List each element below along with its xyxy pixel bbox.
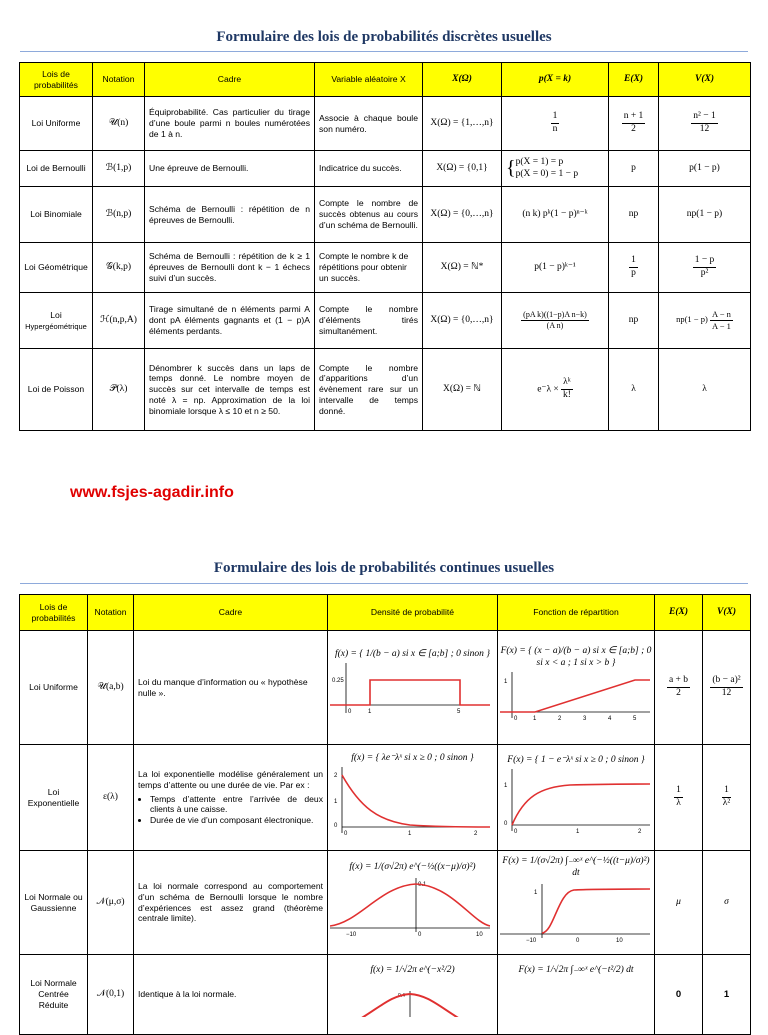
table-row: [20, 187, 751, 243]
table-row: [20, 955, 751, 1035]
law-notation: 𝒰(a,b): [88, 631, 134, 745]
density-plot: [330, 765, 490, 839]
law-name: Loi Normale ou Gaussienne: [20, 851, 88, 955]
law-notation: ℬ(n,p): [93, 187, 145, 243]
law-omega: X(Ω) = {0,…,n}: [423, 293, 502, 349]
law-notation: 𝒫(λ): [93, 349, 145, 431]
law-cadre: Une épreuve de Bernoulli.: [145, 151, 315, 187]
ex-denominator: p: [631, 268, 636, 278]
cdf-plot: [500, 767, 650, 837]
law-ex: [609, 97, 659, 151]
ex-numerator: a + b: [667, 675, 690, 688]
table-row: [20, 851, 751, 955]
density-cell: [328, 745, 498, 851]
header-lois: Lois de probabilités: [20, 63, 93, 97]
header-notation: Notation: [93, 63, 145, 97]
law-ex: [609, 243, 659, 293]
continuous-table: [19, 594, 751, 1035]
law-name: Loi Exponentielle: [20, 745, 88, 851]
vx-denominator: 12: [721, 688, 732, 698]
cdf-formula: F(x) = 1/(σ√2π) ∫₋∞ˣ e^(−½((t−μ)/σ)²) dt: [502, 856, 650, 879]
law-name-sub: Hypergéométrique: [25, 321, 87, 331]
cadre-list: [138, 794, 323, 826]
law-ex: np: [609, 187, 659, 243]
density-y-tick: 1: [334, 799, 338, 806]
law-vx: λ: [659, 349, 751, 431]
cdf-y-tick: 1: [504, 679, 508, 685]
ex-denominator: 2: [676, 688, 681, 698]
cdf-x-tick: 3: [583, 716, 587, 722]
cdf-curve: [512, 784, 650, 825]
law-variable: Compte le nombre d’éléments tirés simultanément.: [315, 293, 423, 349]
pk-line-2: p(X = 0) = 1 − p: [515, 168, 579, 179]
law-ex: [655, 631, 703, 745]
vx-numerator: n² − 1: [691, 111, 717, 124]
law-name: Loi de Poisson: [20, 349, 93, 431]
law-omega: X(Ω) = ℕ*: [423, 243, 502, 293]
table-row: [20, 745, 751, 851]
law-cadre: Schéma de Bernoulli : répétition de n épreuves de Bernoulli.: [145, 187, 315, 243]
law-variable: Indicatrice du succès.: [315, 151, 423, 187]
law-pk: { p(X = 1) = p p(X = 0) = 1 − p: [502, 151, 609, 187]
density-cell: [328, 631, 498, 745]
pk-numerator: λᵏ: [561, 377, 573, 390]
ex-numerator: n + 1: [622, 111, 646, 124]
title-rule: [20, 583, 748, 584]
cdf-x-tick: 10: [616, 938, 623, 944]
vx-denominator: λ²: [722, 798, 731, 808]
ex-denominator: λ: [676, 798, 681, 808]
cdf-y-tick: 0: [504, 821, 508, 828]
title-rule: [20, 51, 748, 52]
header-variable: Variable aléatoire X: [315, 63, 423, 97]
law-name: [20, 293, 93, 349]
density-y-tick: 2: [334, 773, 338, 780]
law-cadre: [134, 745, 328, 851]
cdf-x-tick: 0: [576, 938, 580, 944]
law-cadre: La loi normale correspond au comportement d’un schéma de Bernoulli lorsque le nombre d’expériences est assez grand (théorème centrale limite).: [134, 851, 328, 955]
cdf-curve: [500, 680, 650, 712]
pk-denominator: n: [552, 124, 558, 134]
pk-line-1: p(X = 1) = p: [515, 156, 564, 167]
table-row: [20, 151, 751, 187]
ex-numerator: 1: [629, 255, 638, 268]
header-vx: V(X): [703, 595, 751, 631]
law-name: Loi Binomiale: [20, 187, 93, 243]
law-notation: ε(λ): [88, 745, 134, 851]
cdf-cell: [498, 955, 655, 1035]
law-name: Loi de Bernoulli: [20, 151, 93, 187]
law-notation: 𝒰(n): [93, 97, 145, 151]
pk-numerator: 1: [551, 111, 560, 124]
vx-numerator: A − n: [711, 309, 731, 320]
list-item: • Temps d’attente entre l’arrivée de deux clients à une caisse.: [150, 794, 323, 815]
density-x-tick: 2: [474, 831, 478, 838]
law-ex: [655, 745, 703, 851]
density-y-tick: 0.1: [418, 882, 427, 889]
discrete-title: Formulaire des lois de probabilités discrètes usuelles: [216, 29, 552, 45]
density-y-tick: 0.25: [332, 678, 344, 685]
cdf-x-tick: 0: [514, 716, 518, 722]
cdf-y-tick: 1: [534, 890, 538, 896]
density-y-tick: 0.4: [398, 992, 405, 999]
density-x-tick: 10: [476, 932, 483, 939]
law-name: Loi Uniforme: [20, 97, 93, 151]
cdf-x-tick: 1: [576, 829, 580, 836]
law-notation: 𝒩(0,1): [88, 955, 134, 1035]
vx-prefix: np(1 − p): [676, 314, 708, 325]
density-plot: [330, 661, 490, 723]
law-pk: [502, 349, 609, 431]
cadre-text: La loi exponentielle modélise généralement un temps d’attente ou une durée de vie. Par ex :: [138, 769, 323, 790]
density-y-tick: 0: [334, 823, 338, 830]
cdf-x-tick: 1: [533, 716, 537, 722]
cdf-curve: [542, 889, 650, 933]
header-cdf: Fonction de répartition: [498, 595, 655, 631]
cdf-formula: F(x) = { (x − a)/(b − a) si x ∈ [a;b] ; 0 si x < a ; 1 si x > b }: [500, 646, 652, 669]
vx-numerator: (b − a)²: [710, 675, 742, 688]
law-name-main: Loi: [50, 309, 62, 320]
continuous-header-row: [20, 595, 751, 631]
law-ex: 0: [655, 955, 703, 1035]
header-ex: E(X): [609, 63, 659, 97]
law-cadre: Dénombrer k succès dans un laps de temps donné. Le nombre moyen de succès sur cet intervalle de temps est noté λ = np. Approximation de la loi binomiale lorsque λ ≤ 10 et n ≥ 50.: [145, 349, 315, 431]
law-notation: ℬ(1,p): [93, 151, 145, 187]
cdf-x-tick: −10: [526, 938, 537, 944]
law-ex: p: [609, 151, 659, 187]
vx-numerator: 1: [722, 785, 731, 798]
density-curve: [330, 884, 490, 926]
vx-denominator: A − 1: [711, 321, 731, 331]
density-plot: [330, 977, 490, 1017]
law-name: Loi Géométrique: [20, 243, 93, 293]
density-x-tick: 0: [418, 932, 422, 939]
law-variable: Compte le nombre de succès obtenus au cours d’un schéma de Bernoulli.: [315, 187, 423, 243]
density-curve: [330, 680, 490, 705]
header-ex: E(X): [655, 595, 703, 631]
pk-denominator: k!: [563, 390, 571, 400]
law-ex: λ: [609, 349, 659, 431]
cdf-x-tick: 2: [558, 716, 562, 722]
cdf-cell: [498, 631, 655, 745]
discrete-table: [19, 62, 751, 431]
discrete-header-row: [20, 63, 751, 97]
header-cadre: Cadre: [134, 595, 328, 631]
density-cell: [328, 955, 498, 1035]
law-vx: [659, 97, 751, 151]
law-variable: Compte le nombre k de répétitions pour obtenir un succès.: [315, 243, 423, 293]
law-notation: 𝒢(k,p): [93, 243, 145, 293]
vx-denominator: p²: [700, 268, 709, 278]
cdf-plot: [500, 880, 650, 946]
law-name: Loi Uniforme: [20, 631, 88, 745]
law-cadre: Tirage simultané de n éléments parmi A dont pA éléments gagnants et (1 − p)A éléments perdants.: [145, 293, 315, 349]
law-vx: np(1 − p): [659, 187, 751, 243]
header-omega: X(Ω): [423, 63, 502, 97]
density-formula: f(x) = { λe⁻λˣ si x ≥ 0 ; 0 sinon }: [351, 753, 474, 764]
law-pk: [502, 293, 609, 349]
cdf-plot: [500, 670, 650, 726]
cdf-cell: [498, 851, 655, 955]
law-variable: Associe à chaque boule son numéro.: [315, 97, 423, 151]
density-formula: f(x) = { 1/(b − a) si x ∈ [a;b] ; 0 sinon }: [334, 649, 491, 660]
law-vx: [703, 631, 751, 745]
cdf-y-tick: 1: [504, 783, 508, 790]
law-pk: [502, 97, 609, 151]
law-notation: ℋ(n,p,A): [93, 293, 145, 349]
law-ex: np: [609, 293, 659, 349]
law-ex: μ: [655, 851, 703, 955]
header-vx: V(X): [659, 63, 751, 97]
pk-numerator: (pA k)((1−p)A n−k): [523, 310, 587, 319]
continuous-title: Formulaire des lois de probabilités continues usuelles: [213, 560, 555, 576]
pk-denominator: (A n): [546, 321, 564, 330]
law-variable: Compte le nombre d’apparitions d’un évènement rare sur un intervalle de temps donné.: [315, 349, 423, 431]
density-x-tick: 1: [368, 709, 372, 716]
pk-prefix: e⁻λ ×: [537, 384, 559, 395]
law-notation: 𝒩(μ,σ): [88, 851, 134, 955]
density-formula: f(x) = 1/(σ√2π) e^(−½((x−μ)/σ)²): [349, 862, 476, 873]
density-x-tick: 5: [457, 709, 461, 716]
list-item: • Durée de vie d’un composant électronique.: [150, 815, 323, 826]
density-curve: [342, 775, 490, 827]
header-pk: p(X = k): [502, 63, 609, 97]
density-x-tick: −10: [346, 932, 357, 939]
website-link[interactable]: www.fsjes-agadir.info: [70, 484, 234, 501]
header-cadre: Cadre: [145, 63, 315, 97]
cdf-x-tick: 0: [514, 829, 518, 836]
law-cadre: Identique à la loi normale.: [134, 955, 328, 1035]
header-lois: Lois de probabilités: [20, 595, 88, 631]
law-vx: [659, 293, 751, 349]
ex-denominator: 2: [631, 124, 636, 134]
table-row: [20, 349, 751, 431]
law-vx: [703, 745, 751, 851]
law-omega: X(Ω) = {0,1}: [423, 151, 502, 187]
header-density: Densité de probabilité: [328, 595, 498, 631]
law-omega: X(Ω) = ℕ: [423, 349, 502, 431]
cdf-x-tick: 5: [633, 716, 637, 722]
law-pk: (n k) pᵏ(1 − p)ⁿ⁻ᵏ: [502, 187, 609, 243]
table-row: [20, 293, 751, 349]
cdf-formula: F(x) = { 1 − e⁻λˣ si x ≥ 0 ; 0 sinon }: [507, 755, 645, 766]
table-row: [20, 97, 751, 151]
law-vx: [659, 243, 751, 293]
cdf-formula: F(x) = 1/√2π ∫₋∞ˣ e^(−t²/2) dt: [518, 965, 634, 975]
density-plot: [330, 874, 490, 940]
law-cadre: Équiprobabilité. Cas particulier du tirage d’une boule parmi n boules numérotées de 1 à n.: [145, 97, 315, 151]
law-pk: p(1 − p)ᵏ⁻¹: [502, 243, 609, 293]
cdf-cell: [498, 745, 655, 851]
law-vx: p(1 − p): [659, 151, 751, 187]
law-cadre: Schéma de Bernoulli : répétition de k ≥ 1 épreuves de Bernoulli dont k − 1 échecs suivi d’un succès.: [145, 243, 315, 293]
vx-numerator: 1 − p: [693, 255, 717, 268]
law-name: Loi Normale Centrée Réduite: [20, 955, 88, 1035]
law-vx: σ: [703, 851, 751, 955]
header-notation: Notation: [88, 595, 134, 631]
cdf-x-tick: 2: [638, 829, 642, 836]
ex-numerator: 1: [674, 785, 683, 798]
density-cell: [328, 851, 498, 955]
density-formula: f(x) = 1/√2π e^(−x²/2): [370, 965, 455, 975]
law-vx: 1: [703, 955, 751, 1035]
density-x-tick: 0: [348, 709, 352, 716]
vx-denominator: 12: [699, 124, 710, 134]
law-omega: X(Ω) = {0,…,n}: [423, 187, 502, 243]
law-cadre: Loi du manque d’information ou « hypothèse nulle ».: [134, 631, 328, 745]
law-omega: X(Ω) = {1,…,n}: [423, 97, 502, 151]
cdf-x-tick: 4: [608, 716, 612, 722]
table-row: [20, 631, 751, 745]
density-x-tick: 0: [344, 831, 348, 838]
table-row: [20, 243, 751, 293]
density-x-tick: 1: [408, 831, 412, 838]
